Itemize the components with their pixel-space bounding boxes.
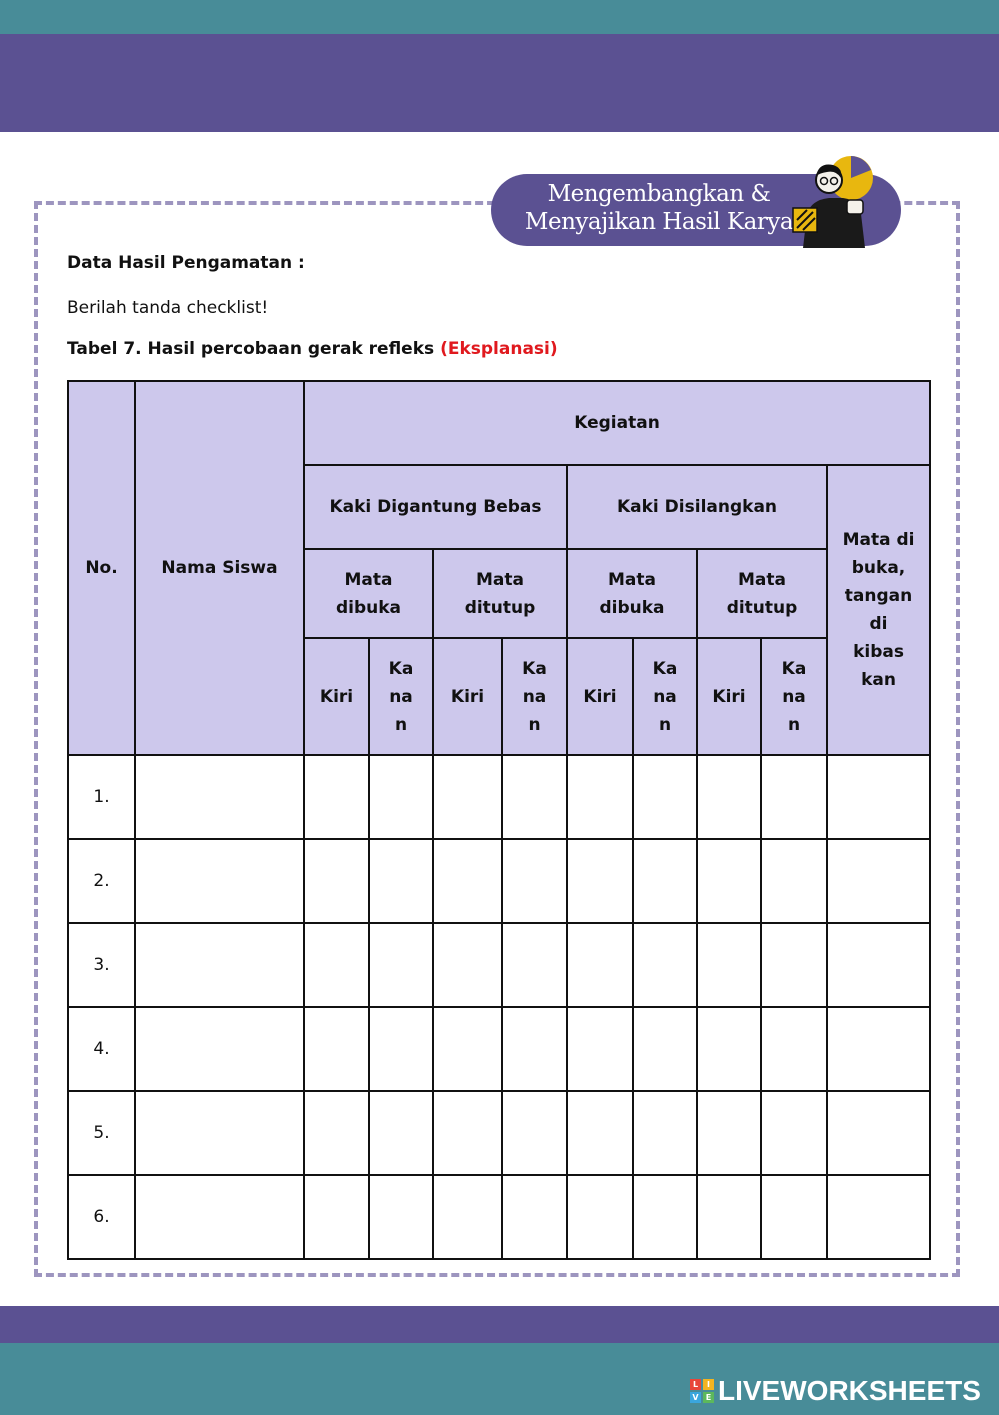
- check-cell[interactable]: [827, 839, 930, 923]
- header-kiri: Kiri: [304, 638, 369, 755]
- check-cell[interactable]: [304, 1091, 369, 1175]
- student-name-cell[interactable]: [135, 1175, 304, 1259]
- check-cell[interactable]: [633, 923, 697, 1007]
- check-cell[interactable]: [369, 839, 433, 923]
- liveworksheets-logo-text: LIVEWORKSHEETS: [718, 1375, 981, 1406]
- observation-table: [67, 380, 931, 1260]
- check-cell[interactable]: [697, 1175, 761, 1259]
- section-badge-line-2: Menyajikan Hasil Karya: [524, 209, 794, 235]
- header-mata-dibuka-1: Mata dibuka: [304, 549, 433, 638]
- observation-heading: Data Hasil Pengamatan :: [67, 253, 305, 273]
- check-cell[interactable]: [697, 839, 761, 923]
- header-kaki-disilangkan: Kaki Disilangkan: [567, 465, 827, 549]
- check-cell[interactable]: [502, 923, 567, 1007]
- table-row: [68, 923, 930, 1007]
- check-cell[interactable]: [433, 1007, 502, 1091]
- row-number: 6.: [68, 1175, 135, 1259]
- logo-letter-l: L: [690, 1379, 701, 1390]
- top-teal-band: [0, 0, 999, 34]
- check-cell[interactable]: [433, 839, 502, 923]
- check-cell[interactable]: [761, 1175, 827, 1259]
- table-row: [68, 755, 930, 839]
- check-cell[interactable]: [633, 1007, 697, 1091]
- check-cell[interactable]: [502, 1007, 567, 1091]
- top-purple-band: [0, 34, 999, 132]
- check-cell[interactable]: [761, 923, 827, 1007]
- check-cell[interactable]: [697, 1091, 761, 1175]
- header-kanan: Kanan: [502, 638, 567, 755]
- check-cell[interactable]: [304, 1175, 369, 1259]
- instruction-text: Berilah tanda checklist!: [67, 298, 269, 318]
- check-cell[interactable]: [369, 923, 433, 1007]
- header-mata-dibuka-tangan-dikibaskan: Mata di buka, tangan di kibas kan: [827, 465, 930, 755]
- check-cell[interactable]: [304, 839, 369, 923]
- check-cell[interactable]: [369, 1175, 433, 1259]
- check-cell[interactable]: [369, 755, 433, 839]
- check-cell[interactable]: [567, 1091, 633, 1175]
- check-cell[interactable]: [502, 1091, 567, 1175]
- header-kanan: Kanan: [369, 638, 433, 755]
- check-cell[interactable]: [433, 1091, 502, 1175]
- student-name-cell[interactable]: [135, 755, 304, 839]
- row-number: 3.: [68, 923, 135, 1007]
- check-cell[interactable]: [761, 1007, 827, 1091]
- header-nama-siswa: Nama Siswa: [135, 381, 304, 755]
- liveworksheets-logo[interactable]: [690, 1376, 981, 1406]
- check-cell[interactable]: [567, 839, 633, 923]
- student-name-cell[interactable]: [135, 923, 304, 1007]
- check-cell[interactable]: [567, 755, 633, 839]
- header-no: No.: [68, 381, 135, 755]
- logo-letter-v: V: [690, 1392, 701, 1403]
- student-name-cell[interactable]: [135, 839, 304, 923]
- liveworksheets-logo-icon: [690, 1379, 714, 1403]
- row-number: 2.: [68, 839, 135, 923]
- header-mata-dibuka-2: Mata dibuka: [567, 549, 697, 638]
- check-cell[interactable]: [304, 755, 369, 839]
- table-row: [68, 1091, 930, 1175]
- header-kiri: Kiri: [433, 638, 502, 755]
- row-number: 5.: [68, 1091, 135, 1175]
- check-cell[interactable]: [304, 1007, 369, 1091]
- check-cell[interactable]: [369, 1091, 433, 1175]
- check-cell[interactable]: [502, 755, 567, 839]
- section-badge-line-1: Mengembangkan &: [547, 181, 771, 207]
- row-number: 4.: [68, 1007, 135, 1091]
- check-cell[interactable]: [827, 755, 930, 839]
- check-cell[interactable]: [369, 1007, 433, 1091]
- check-cell[interactable]: [697, 1007, 761, 1091]
- check-cell[interactable]: [502, 839, 567, 923]
- section-badge-title: [509, 180, 809, 236]
- check-cell[interactable]: [761, 839, 827, 923]
- check-cell[interactable]: [433, 755, 502, 839]
- check-cell[interactable]: [433, 1175, 502, 1259]
- check-cell[interactable]: [567, 1007, 633, 1091]
- logo-letter-i: I: [703, 1379, 714, 1390]
- bottom-purple-band: [0, 1306, 999, 1343]
- check-cell[interactable]: [633, 1091, 697, 1175]
- header-kaki-digantung-bebas: Kaki Digantung Bebas: [304, 465, 567, 549]
- check-cell[interactable]: [827, 1091, 930, 1175]
- logo-letter-e: E: [703, 1392, 714, 1403]
- check-cell[interactable]: [761, 755, 827, 839]
- check-cell[interactable]: [697, 923, 761, 1007]
- check-cell[interactable]: [633, 755, 697, 839]
- header-mata-ditutup-2: Mata ditutup: [697, 549, 827, 638]
- table-caption-highlight: (Eksplanasi): [440, 339, 558, 359]
- check-cell[interactable]: [433, 923, 502, 1007]
- student-name-cell[interactable]: [135, 1007, 304, 1091]
- check-cell[interactable]: [633, 839, 697, 923]
- student-name-cell[interactable]: [135, 1091, 304, 1175]
- check-cell[interactable]: [304, 923, 369, 1007]
- row-number: 1.: [68, 755, 135, 839]
- header-kegiatan: Kegiatan: [304, 381, 930, 465]
- check-cell[interactable]: [567, 1175, 633, 1259]
- table-caption-main: Tabel 7. Hasil percobaan gerak refleks: [67, 339, 435, 359]
- check-cell[interactable]: [827, 1175, 930, 1259]
- check-cell[interactable]: [633, 1175, 697, 1259]
- header-mata-ditutup-1: Mata ditutup: [433, 549, 567, 638]
- header-kanan: Kanan: [761, 638, 827, 755]
- table-caption: [67, 339, 558, 359]
- table-row: [68, 839, 930, 923]
- check-cell[interactable]: [697, 755, 761, 839]
- section-badge: [491, 174, 901, 246]
- student-with-chart-illustration: [789, 156, 901, 248]
- header-kanan: Kanan: [633, 638, 697, 755]
- header-kiri: Kiri: [697, 638, 761, 755]
- table-row: [68, 1007, 930, 1091]
- check-cell[interactable]: [761, 1091, 827, 1175]
- check-cell[interactable]: [567, 923, 633, 1007]
- check-cell[interactable]: [827, 1007, 930, 1091]
- check-cell[interactable]: [827, 923, 930, 1007]
- table-row: [68, 1175, 930, 1259]
- check-cell[interactable]: [502, 1175, 567, 1259]
- header-kiri: Kiri: [567, 638, 633, 755]
